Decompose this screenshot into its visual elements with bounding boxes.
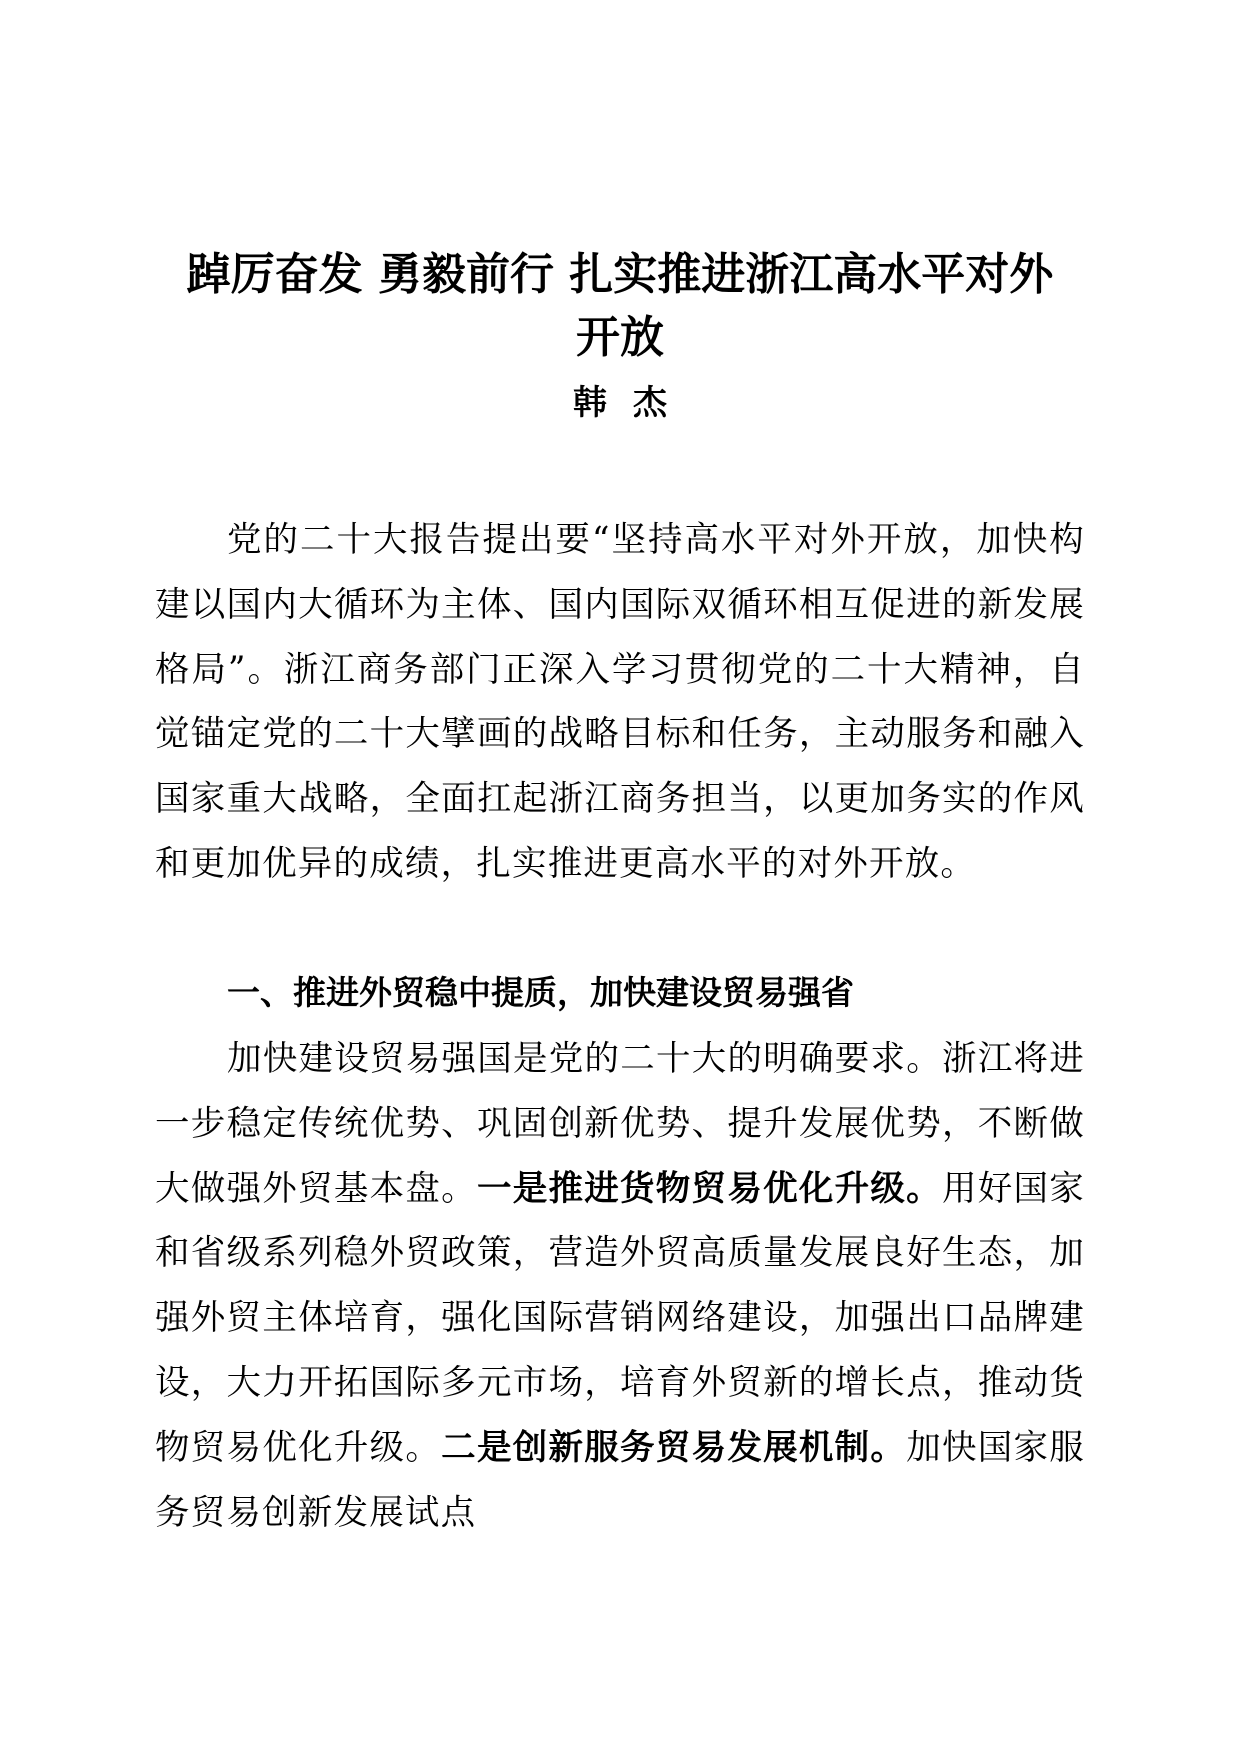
point-2-text: 加快国家服务贸易创新发展试点: [155, 1427, 1085, 1533]
section-1-paragraph: [155, 1027, 1085, 1545]
document-title-line-1: 踔厉奋发 勇毅前行 扎实推进浙江高水平对外: [186, 249, 1054, 300]
section-1-intro: 加快建设贸易强国是党的二十大的明确要求。浙江将进一步稳定传统优势、巩固创新优势、提升发展优势，不断做大做强外贸基本盘。: [155, 1039, 1085, 1209]
author-name: 韩杰: [573, 383, 693, 423]
point-1-title: 一是推进货物贸易优化升级。: [476, 1168, 942, 1209]
intro-paragraph: 党的二十大报告提出要“坚持高水平对外开放，加快构建以国内大循环为主体、国内国际双循环相互促进的新发展格局”。浙江商务部门正深入学习贯彻党的二十大精神，自觉锚定党的二十大擘画的战略目标和任务，主动服务和融入国家重大战略，全面扛起浙江商务担当，以更加务实的作风和更加优异的成绩，扎实推进更高水平的对外开放。: [155, 520, 1085, 884]
document-title-line-2: 开放: [576, 312, 664, 363]
section-1-heading: 一、推进外贸稳中提质，加快建设贸易强省: [227, 973, 854, 1012]
point-1-text: 用好国家和省级系列稳外贸政策，营造外贸高质量发展良好生态，加强外贸主体培育，强化国际营销网络建设，加强出口品牌建设，大力开拓国际多元市场，培育外贸新的增长点，推动货物贸易优化升级。: [155, 1168, 1085, 1468]
point-2-title: 二是创新服务贸易发展机制。: [441, 1427, 907, 1468]
